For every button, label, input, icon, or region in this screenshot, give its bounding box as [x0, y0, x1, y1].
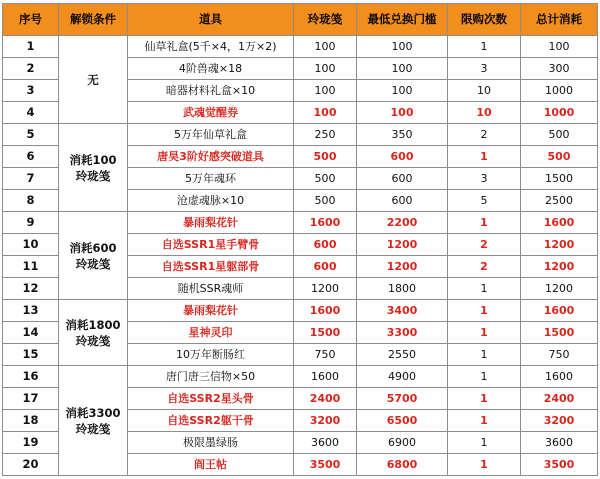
limit-cell: 10	[448, 102, 521, 124]
threshold-cell: 100	[357, 102, 448, 124]
limit-cell: 1	[448, 388, 521, 410]
price-cell: 3500	[294, 454, 357, 476]
total-cell: 1000	[521, 80, 598, 102]
row-index: 3	[3, 80, 59, 102]
exchange-table	[2, 3, 598, 476]
threshold-cell: 600	[357, 190, 448, 212]
price-cell: 100	[294, 58, 357, 80]
item-name: 自选SSR2躯干骨	[128, 410, 294, 432]
price-cell: 600	[294, 234, 357, 256]
row-index: 13	[3, 300, 59, 322]
limit-cell: 1	[448, 278, 521, 300]
total-cell: 1600	[521, 212, 598, 234]
header-purchase-limit: 限购次数	[448, 4, 521, 36]
row-index: 1	[3, 36, 59, 58]
total-cell: 1600	[521, 366, 598, 388]
item-name: 自选SSR1星躯部骨	[128, 256, 294, 278]
threshold-cell: 6500	[357, 410, 448, 432]
row-index: 7	[3, 168, 59, 190]
price-cell: 1600	[294, 212, 357, 234]
limit-cell: 1	[448, 322, 521, 344]
threshold-cell: 600	[357, 168, 448, 190]
limit-cell: 1	[448, 410, 521, 432]
row-index: 19	[3, 432, 59, 454]
item-name: 仙草礼盒(5千×4，1万×2)	[128, 36, 294, 58]
total-cell: 100	[521, 36, 598, 58]
item-name: 暗器材料礼盒×10	[128, 80, 294, 102]
threshold-cell: 1200	[357, 256, 448, 278]
header-min-threshold: 最低兑换门槛	[357, 4, 448, 36]
price-cell: 250	[294, 124, 357, 146]
table-row	[3, 366, 598, 388]
total-cell: 500	[521, 124, 598, 146]
total-cell: 1500	[521, 322, 598, 344]
limit-cell: 1	[448, 454, 521, 476]
limit-cell: 1	[448, 300, 521, 322]
exchange-table-container	[2, 3, 597, 477]
total-cell: 1500	[521, 168, 598, 190]
total-cell: 2400	[521, 388, 598, 410]
row-index: 18	[3, 410, 59, 432]
limit-cell: 1	[448, 146, 521, 168]
row-index: 17	[3, 388, 59, 410]
price-cell: 500	[294, 190, 357, 212]
price-cell: 1200	[294, 278, 357, 300]
threshold-cell: 100	[357, 36, 448, 58]
row-index: 11	[3, 256, 59, 278]
limit-cell: 1	[448, 36, 521, 58]
table-row	[3, 300, 598, 322]
item-name: 极限墨绿肠	[128, 432, 294, 454]
total-cell: 3600	[521, 432, 598, 454]
price-cell: 1600	[294, 366, 357, 388]
price-cell: 1600	[294, 300, 357, 322]
threshold-cell: 3300	[357, 322, 448, 344]
row-index: 4	[3, 102, 59, 124]
threshold-cell: 6900	[357, 432, 448, 454]
row-index: 10	[3, 234, 59, 256]
header-index: 序号	[3, 4, 59, 36]
threshold-cell: 100	[357, 80, 448, 102]
item-name: 5万年魂环	[128, 168, 294, 190]
total-cell: 750	[521, 344, 598, 366]
total-cell: 300	[521, 58, 598, 80]
table-header-row	[3, 4, 598, 36]
unlock-condition-cell: 消耗1800 玲珑笺	[59, 300, 128, 366]
item-name: 星神灵印	[128, 322, 294, 344]
limit-cell: 1	[448, 366, 521, 388]
threshold-cell: 5700	[357, 388, 448, 410]
unlock-condition-cell: 消耗600 玲珑笺	[59, 212, 128, 300]
limit-cell: 10	[448, 80, 521, 102]
row-index: 15	[3, 344, 59, 366]
total-cell: 1200	[521, 256, 598, 278]
limit-cell: 1	[448, 432, 521, 454]
item-name: 暴雨梨花针	[128, 300, 294, 322]
item-name: 4阶兽魂×18	[128, 58, 294, 80]
threshold-cell: 6800	[357, 454, 448, 476]
price-cell: 750	[294, 344, 357, 366]
row-index: 8	[3, 190, 59, 212]
limit-cell: 2	[448, 256, 521, 278]
item-name: 唐昊3阶好感突破道具	[128, 146, 294, 168]
threshold-cell: 100	[357, 58, 448, 80]
item-name: 自选SSR2星头骨	[128, 388, 294, 410]
header-item: 道具	[128, 4, 294, 36]
row-index: 16	[3, 366, 59, 388]
unlock-condition-cell: 无	[59, 36, 128, 124]
total-cell: 1200	[521, 278, 598, 300]
price-cell: 600	[294, 256, 357, 278]
header-unlock-condition: 解锁条件	[59, 4, 128, 36]
unlock-condition-cell: 消耗100 玲珑笺	[59, 124, 128, 212]
limit-cell: 2	[448, 124, 521, 146]
header-price: 玲珑笺	[294, 4, 357, 36]
table-row	[3, 36, 598, 58]
threshold-cell: 350	[357, 124, 448, 146]
item-name: 5万年仙草礼盒	[128, 124, 294, 146]
item-name: 10万年断肠红	[128, 344, 294, 366]
limit-cell: 1	[448, 212, 521, 234]
total-cell: 1200	[521, 234, 598, 256]
row-index: 6	[3, 146, 59, 168]
item-name: 武魂觉醒券	[128, 102, 294, 124]
total-cell: 3200	[521, 410, 598, 432]
threshold-cell: 1800	[357, 278, 448, 300]
total-cell: 2500	[521, 190, 598, 212]
threshold-cell: 2550	[357, 344, 448, 366]
unlock-condition-cell: 消耗3300 玲珑笺	[59, 366, 128, 476]
row-index: 9	[3, 212, 59, 234]
table-row	[3, 124, 598, 146]
limit-cell: 5	[448, 190, 521, 212]
threshold-cell: 1200	[357, 234, 448, 256]
price-cell: 100	[294, 80, 357, 102]
limit-cell: 3	[448, 168, 521, 190]
threshold-cell: 600	[357, 146, 448, 168]
table-body	[3, 36, 598, 476]
item-name: 沧虚魂脉×10	[128, 190, 294, 212]
row-index: 14	[3, 322, 59, 344]
threshold-cell: 3400	[357, 300, 448, 322]
row-index: 2	[3, 58, 59, 80]
price-cell: 500	[294, 168, 357, 190]
limit-cell: 1	[448, 344, 521, 366]
total-cell: 500	[521, 146, 598, 168]
row-index: 5	[3, 124, 59, 146]
price-cell: 500	[294, 146, 357, 168]
threshold-cell: 4900	[357, 366, 448, 388]
item-name: 暴雨梨花针	[128, 212, 294, 234]
price-cell: 1500	[294, 322, 357, 344]
price-cell: 100	[294, 102, 357, 124]
price-cell: 3200	[294, 410, 357, 432]
total-cell: 1600	[521, 300, 598, 322]
item-name: 随机SSR魂师	[128, 278, 294, 300]
item-name: 唐门唐三信物×50	[128, 366, 294, 388]
total-cell: 3500	[521, 454, 598, 476]
price-cell: 100	[294, 36, 357, 58]
header-total-cost: 总计消耗	[521, 4, 598, 36]
item-name: 自选SSR1星手臂骨	[128, 234, 294, 256]
price-cell: 3600	[294, 432, 357, 454]
limit-cell: 2	[448, 234, 521, 256]
price-cell: 2400	[294, 388, 357, 410]
limit-cell: 3	[448, 58, 521, 80]
total-cell: 1000	[521, 102, 598, 124]
item-name: 阎王帖	[128, 454, 294, 476]
row-index: 12	[3, 278, 59, 300]
threshold-cell: 2200	[357, 212, 448, 234]
row-index: 20	[3, 454, 59, 476]
table-row	[3, 212, 598, 234]
